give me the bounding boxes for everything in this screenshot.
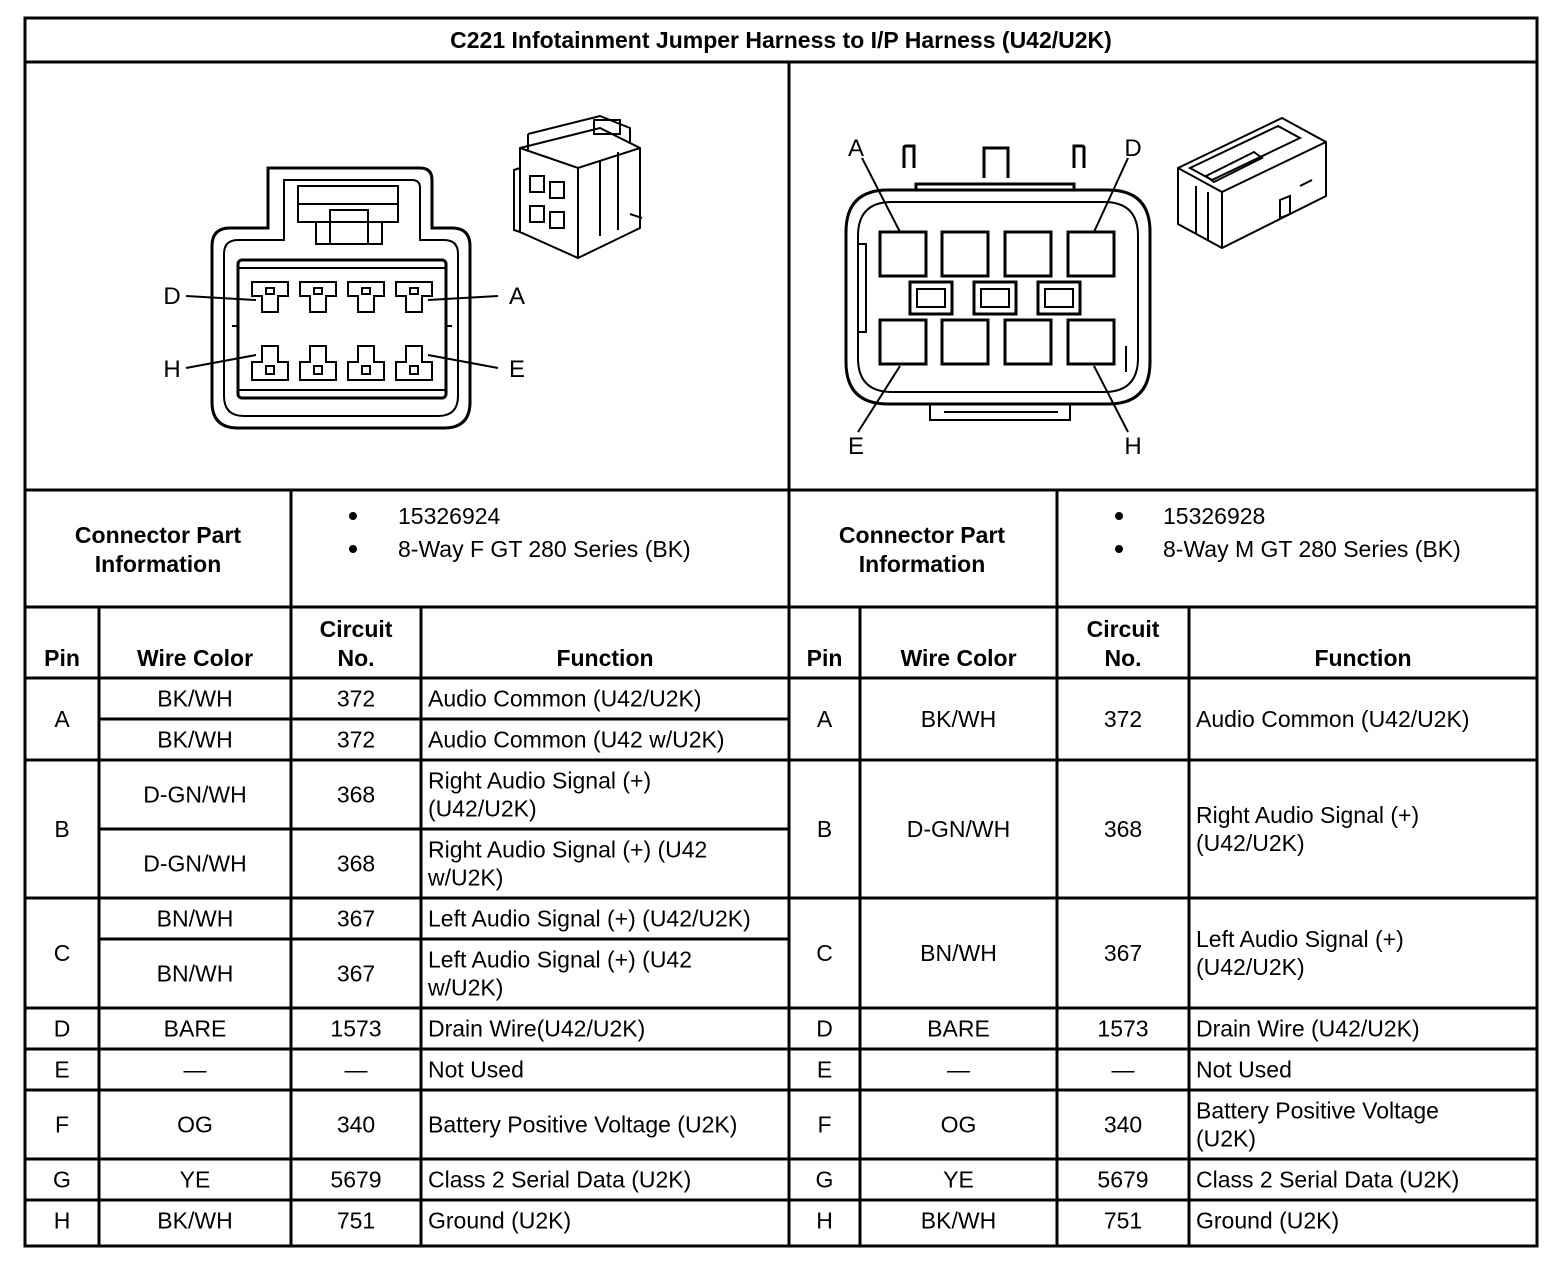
right-pin-label-h: H bbox=[1124, 433, 1142, 460]
right-terminal-pads bbox=[880, 232, 1114, 364]
pin-cell: D bbox=[53, 1015, 71, 1042]
function-cell: Left Audio Signal (+) bbox=[1196, 926, 1404, 952]
terminal-cavity-slot bbox=[266, 366, 274, 374]
right-connector-info-label-line2: Information bbox=[858, 551, 986, 577]
wire-color-cell: BARE bbox=[163, 1015, 227, 1042]
function-cell: Audio Common (U42/U2K) bbox=[428, 685, 702, 712]
terminal-pad bbox=[1068, 320, 1114, 364]
function-cell: Right Audio Signal (+) bbox=[1196, 802, 1420, 828]
pin-cell: A bbox=[54, 706, 70, 732]
circuit-number-cell: 5679 bbox=[330, 1166, 382, 1193]
right-pin-label-d: D bbox=[1124, 135, 1142, 162]
terminal-pad bbox=[1068, 232, 1114, 276]
right-header-pin: Pin bbox=[806, 645, 843, 671]
right-part-number: 15326928 bbox=[1163, 503, 1266, 529]
pin-cell: C bbox=[53, 940, 71, 966]
right-header-circuit-line2: No. bbox=[1104, 645, 1142, 671]
left-connector-face bbox=[212, 168, 470, 428]
terminal-cavity bbox=[300, 282, 336, 312]
terminal-cavity-slot bbox=[314, 366, 322, 374]
function-cell: Audio Common (U42/U2K) bbox=[1196, 706, 1470, 732]
wire-color-cell: OG bbox=[177, 1111, 213, 1138]
terminal-cavity-slot bbox=[410, 288, 418, 294]
circuit-number-cell: 340 bbox=[336, 1111, 376, 1138]
right-header-wire-color: Wire Color bbox=[900, 645, 1017, 671]
wire-color-cell: OG bbox=[940, 1111, 977, 1138]
circuit-number-cell: 367 bbox=[336, 905, 376, 932]
outer-frame bbox=[25, 18, 1537, 1246]
left-part-number: 15326924 bbox=[398, 503, 501, 529]
circuit-number-cell: 367 bbox=[336, 960, 376, 987]
right-header-circuit-line1: Circuit bbox=[1086, 616, 1160, 642]
left-connector-info-label-line1: Connector Part bbox=[74, 522, 242, 548]
wire-color-cell: — bbox=[183, 1056, 207, 1083]
wire-color-cell: D-GN/WH bbox=[143, 850, 247, 877]
latch-window-inner bbox=[1045, 289, 1073, 307]
wire-color-cell: BK/WH bbox=[157, 1207, 233, 1234]
function-cell: (U42/U2K) bbox=[428, 795, 537, 822]
left-pin-leaders bbox=[186, 296, 498, 368]
terminal-cavity bbox=[348, 282, 384, 312]
function-cell: Audio Common (U42 w/U2K) bbox=[428, 726, 725, 753]
circuit-number-cell: 368 bbox=[336, 781, 376, 808]
circuit-number-cell: — bbox=[1111, 1056, 1135, 1083]
pin-cell: F bbox=[54, 1111, 70, 1138]
terminal-cavity-slot bbox=[314, 288, 322, 294]
function-cell: w/U2K) bbox=[428, 974, 504, 1001]
right-pin-label-e: E bbox=[847, 433, 865, 460]
circuit-number-cell: — bbox=[344, 1056, 368, 1083]
function-cell: w/U2K) bbox=[428, 864, 504, 891]
terminal-cavity bbox=[396, 282, 432, 312]
pin-cell: G bbox=[53, 1166, 71, 1193]
pin-cell: H bbox=[53, 1207, 71, 1234]
left-header-pin: Pin bbox=[44, 645, 80, 671]
left-pin-label-d: D bbox=[163, 283, 181, 310]
bullet-icon bbox=[1115, 545, 1123, 553]
right-connector-info-label-line1: Connector Part bbox=[838, 522, 1006, 548]
bullet-icon bbox=[349, 545, 357, 553]
function-cell: (U2K) bbox=[1196, 1125, 1257, 1152]
pin-cell: C bbox=[816, 940, 833, 966]
pin-cell: D bbox=[816, 1015, 833, 1042]
left-pin-label-a: A bbox=[508, 283, 526, 310]
left-header-wire-color: Wire Color bbox=[136, 645, 254, 671]
latch-window-inner bbox=[917, 289, 945, 307]
function-cell: Drain Wire(U42/U2K) bbox=[428, 1015, 646, 1042]
wire-color-cell: BN/WH bbox=[920, 940, 997, 966]
wire-color-cell: BK/WH bbox=[920, 706, 997, 732]
function-cell: Right Audio Signal (+) (U42 bbox=[428, 836, 708, 863]
pin-cell: G bbox=[815, 1166, 834, 1193]
function-cell: Not Used bbox=[1196, 1056, 1292, 1083]
left-pinout-table bbox=[25, 607, 789, 1246]
left-header-circuit-line2: No. bbox=[337, 645, 375, 671]
function-cell: Ground (U2K) bbox=[1196, 1207, 1340, 1234]
wire-color-cell: BK/WH bbox=[920, 1207, 997, 1234]
terminal-cavity-slot bbox=[266, 288, 274, 294]
left-header-circuit-line1: Circuit bbox=[319, 616, 393, 642]
function-cell: Battery Positive Voltage (U2K) bbox=[428, 1111, 738, 1138]
pin-cell: H bbox=[816, 1207, 833, 1234]
terminal-pad bbox=[1005, 320, 1051, 364]
wire-color-cell: BK/WH bbox=[157, 685, 233, 712]
pin-cell: F bbox=[817, 1111, 832, 1138]
circuit-number-cell: 5679 bbox=[1097, 1166, 1149, 1193]
wire-color-cell: D-GN/WH bbox=[143, 781, 247, 808]
pin-cell: E bbox=[816, 1056, 833, 1083]
function-cell: (U42/U2K) bbox=[1196, 830, 1305, 856]
terminal-pad bbox=[942, 232, 988, 276]
function-cell: Class 2 Serial Data (U2K) bbox=[428, 1166, 692, 1193]
right-connector-iso-view bbox=[1178, 118, 1326, 248]
function-cell: Left Audio Signal (+) (U42 bbox=[428, 946, 693, 973]
latch-window-inner bbox=[981, 289, 1009, 307]
circuit-number-cell: 368 bbox=[1103, 816, 1143, 842]
bullet-icon bbox=[349, 512, 357, 520]
pin-cell: E bbox=[54, 1056, 70, 1083]
terminal-cavity-slot bbox=[362, 288, 370, 294]
left-pin-label-e: E bbox=[508, 356, 526, 383]
bullet-icon bbox=[1115, 512, 1123, 520]
right-header-function: Function bbox=[1314, 645, 1412, 671]
function-cell: Battery Positive Voltage bbox=[1196, 1097, 1439, 1124]
circuit-number-cell: 368 bbox=[336, 850, 376, 877]
circuit-number-cell: 372 bbox=[336, 685, 376, 712]
pin-cell: A bbox=[816, 706, 833, 732]
circuit-number-cell: 1573 bbox=[330, 1015, 382, 1042]
left-connector-info-label-line2: Information bbox=[94, 551, 222, 577]
right-pin-label-a: A bbox=[847, 135, 865, 162]
function-cell: (U42/U2K) bbox=[1196, 954, 1305, 980]
terminal-pad bbox=[942, 320, 988, 364]
wire-color-cell: YE bbox=[943, 1166, 974, 1193]
wire-color-cell: — bbox=[947, 1056, 970, 1083]
wire-color-cell: BARE bbox=[927, 1015, 990, 1042]
function-cell: Right Audio Signal (+) bbox=[428, 767, 652, 794]
right-pinout-table bbox=[789, 607, 1537, 1246]
function-cell: Left Audio Signal (+) (U42/U2K) bbox=[428, 905, 751, 932]
wire-color-cell: BN/WH bbox=[156, 960, 234, 987]
page-title: C221 Infotainment Jumper Harness to I/P Harness (U42/U2K) bbox=[450, 27, 1112, 53]
circuit-number-cell: 372 bbox=[1103, 706, 1143, 732]
left-header-function: Function bbox=[556, 645, 654, 671]
circuit-number-cell: 372 bbox=[336, 726, 376, 753]
terminal-cavity-slot bbox=[362, 366, 370, 374]
terminal-pad bbox=[1005, 232, 1051, 276]
right-pin-leaders bbox=[858, 158, 1128, 432]
circuit-number-cell: 751 bbox=[1103, 1207, 1143, 1234]
left-terminal-cavities bbox=[252, 282, 432, 380]
right-part-description: 8-Way M GT 280 Series (BK) bbox=[1163, 536, 1461, 562]
circuit-number-cell: 1573 bbox=[1097, 1015, 1149, 1042]
terminal-cavity bbox=[252, 282, 288, 312]
circuit-number-cell: 367 bbox=[1103, 940, 1143, 966]
wire-color-cell: YE bbox=[179, 1166, 211, 1193]
terminal-cavity-slot bbox=[410, 366, 418, 374]
pin-cell: B bbox=[816, 816, 833, 842]
wire-color-cell: BK/WH bbox=[157, 726, 233, 753]
terminal-pad bbox=[880, 320, 926, 364]
circuit-number-cell: 340 bbox=[1103, 1111, 1143, 1138]
wire-color-cell: BN/WH bbox=[156, 905, 234, 932]
left-part-description: 8-Way F GT 280 Series (BK) bbox=[398, 536, 691, 562]
left-connector-iso-view bbox=[514, 116, 642, 258]
circuit-number-cell: 751 bbox=[336, 1207, 376, 1234]
function-cell: Class 2 Serial Data (U2K) bbox=[1196, 1166, 1460, 1193]
terminal-pad bbox=[880, 232, 926, 276]
function-cell: Not Used bbox=[428, 1056, 524, 1083]
function-cell: Drain Wire (U42/U2K) bbox=[1196, 1015, 1420, 1042]
left-pin-label-h: H bbox=[163, 356, 181, 383]
wire-color-cell: D-GN/WH bbox=[906, 816, 1011, 842]
function-cell: Ground (U2K) bbox=[428, 1207, 572, 1234]
pin-cell: B bbox=[54, 816, 70, 842]
